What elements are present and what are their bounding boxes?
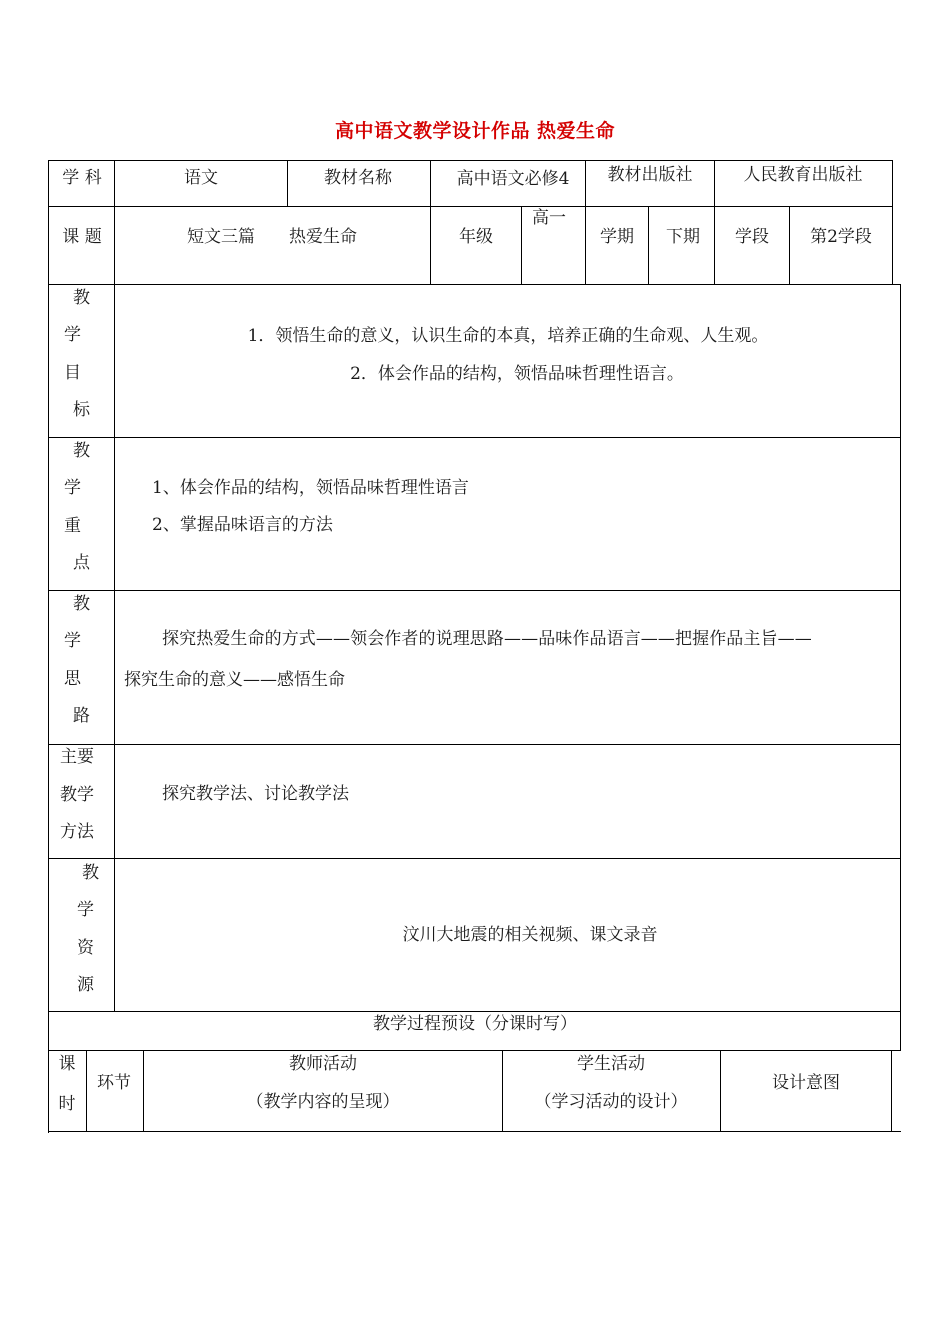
resources-label-char: 源 [77, 975, 94, 995]
stage-value: 第2学段 [810, 227, 872, 247]
methods-label-line: 主要 [60, 747, 94, 767]
methods-line: 探究教学法、讨论教学法 [162, 784, 349, 804]
key-points-label-char: 重 [64, 516, 81, 536]
student-activity-header: 学生活动 [577, 1054, 645, 1074]
resources-label-char: 学 [77, 900, 94, 920]
textbook-label: 教材名称 [324, 168, 392, 188]
approach-label-char: 思 [64, 669, 81, 689]
term-label: 学期 [600, 227, 634, 247]
resources-line: 汶川大地震的相关视频、课文录音 [402, 925, 658, 945]
page-title: 高中语文教学设计作品 热爱生命 [334, 120, 616, 142]
process-heading: 教学过程预设（分课时写） [373, 1014, 577, 1034]
objectives-label-char: 目 [64, 363, 81, 383]
key-points-line: 1、体会作品的结构，领悟品味哲理性语言 [152, 478, 469, 498]
period-label-char: 课 [58, 1054, 76, 1074]
grade-value: 高一 [532, 208, 566, 228]
resources-label-char: 资 [77, 938, 94, 958]
key-points-line: 2、掌握品味语言的方法 [152, 515, 333, 535]
student-activity-subheader: （学习活动的设计） [534, 1092, 688, 1112]
design-intent-header: 设计意图 [772, 1073, 840, 1093]
publisher-value: 人民教育出版社 [743, 165, 863, 185]
stage-label: 学段 [735, 227, 769, 247]
objectives-label-char: 教 [73, 288, 90, 308]
lesson-label: 课 题 [62, 227, 102, 247]
approach-line: 探究热爱生命的方式——领会作者的说理思路——品味作品语言——把握作品主旨—— [162, 629, 812, 649]
lesson-value: 短文三篇 热爱生命 [187, 227, 357, 247]
methods-label-line: 教学 [60, 785, 94, 805]
stage-column-header: 环节 [97, 1073, 131, 1093]
approach-label-char: 学 [64, 631, 81, 651]
teacher-activity-subheader: （教学内容的呈现） [246, 1092, 400, 1112]
key-points-label-char: 学 [64, 478, 81, 498]
objectives-label-char: 标 [73, 400, 90, 420]
subject-value: 语文 [184, 168, 218, 188]
key-points-label-char: 点 [73, 553, 90, 573]
resources-label-char: 教 [82, 863, 99, 883]
grade-label: 年级 [459, 227, 493, 247]
key-points-label-char: 教 [73, 441, 90, 461]
period-label-char: 时 [58, 1094, 76, 1114]
textbook-value: 高中语文必修4 [456, 169, 570, 189]
objectives-line: 1．领悟生命的意义，认识生命的本真，培养正确的生命观、人生观。 [247, 326, 769, 346]
objectives-label-char: 学 [64, 325, 81, 345]
methods-label-line: 方法 [60, 822, 94, 842]
publisher-label: 教材出版社 [607, 165, 693, 185]
teacher-activity-header: 教师活动 [289, 1054, 357, 1074]
objectives-line: 2．体会作品的结构，领悟品味哲理性语言。 [350, 364, 684, 384]
term-value: 下期 [666, 227, 700, 247]
subject-label: 学 科 [62, 168, 102, 188]
approach-label-char: 教 [73, 594, 90, 614]
approach-line: 探究生命的意义——感悟生命 [124, 670, 345, 690]
approach-label-char: 路 [73, 706, 90, 726]
